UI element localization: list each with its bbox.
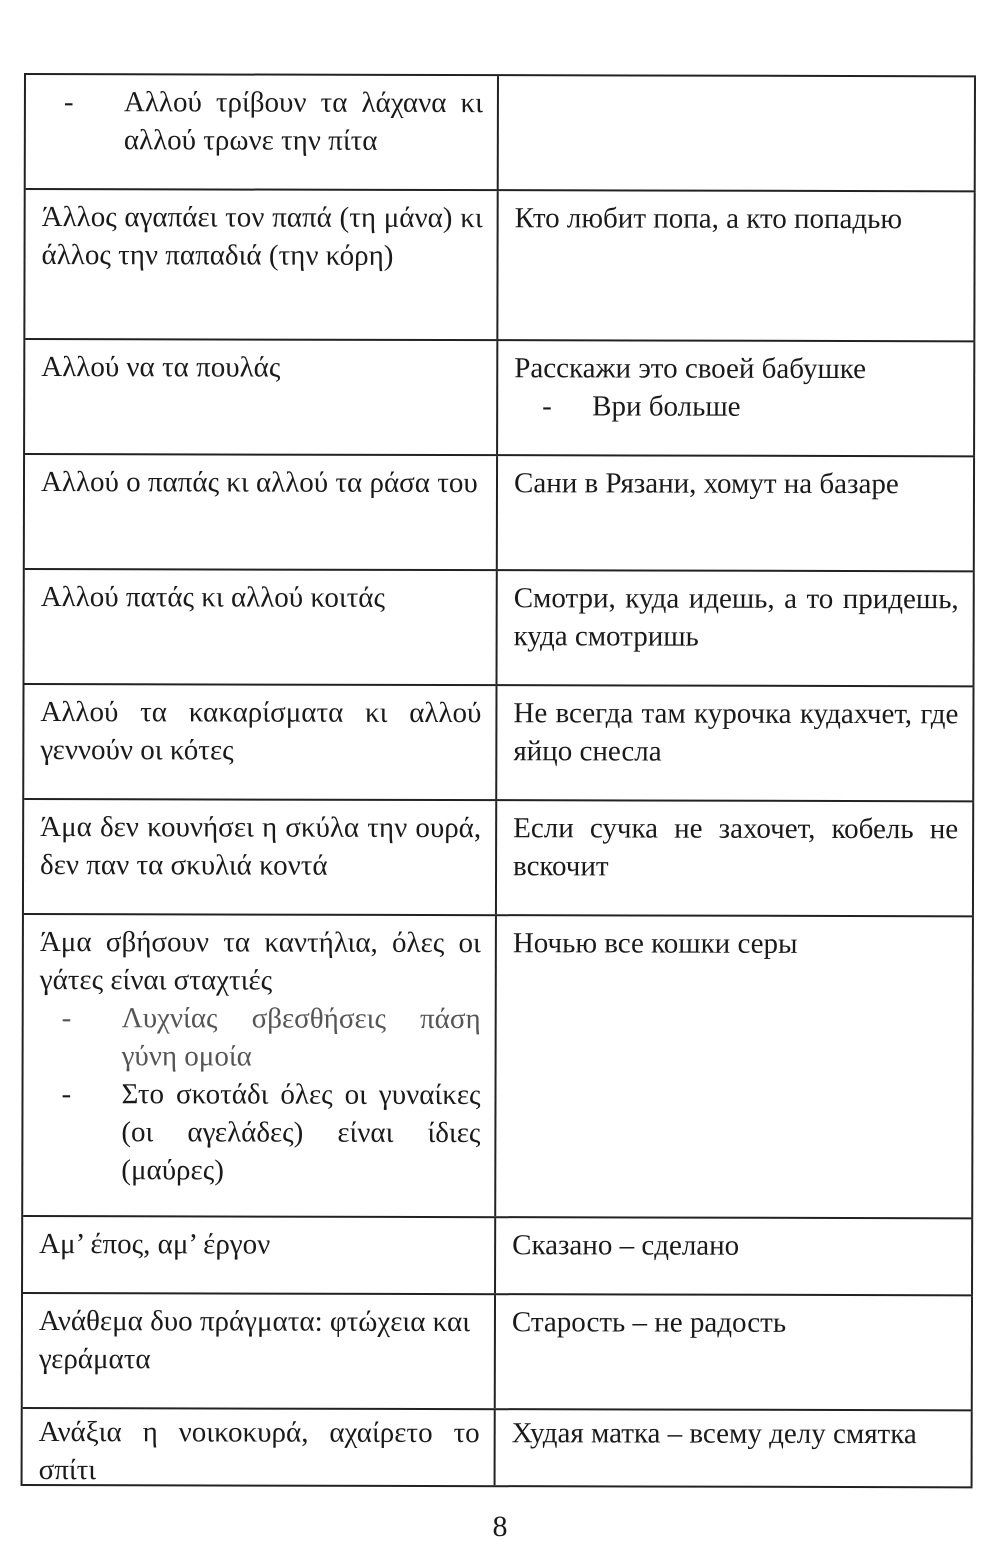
greek-cell: [26, 75, 499, 189]
greek-cell: [23, 1217, 496, 1293]
greek-proverb: Αλλού πατάς κι αλλού κοιτάς: [40, 581, 386, 614]
russian-proverb: Смотри, куда идешь, а то придешь, куда смотришь: [513, 582, 959, 653]
russian-variant: Ври больше: [592, 390, 741, 423]
russian-proverb: Сани в Рязани, хомут на базаре: [513, 467, 899, 501]
greek-cell: [25, 340, 498, 454]
table-row: [25, 455, 975, 572]
greek-proverb: Ανάθεμα δυο πράγματα: φτώχεια και γεράματα: [38, 1305, 471, 1376]
bullet-dash: -: [61, 1002, 72, 1035]
greek-cell: [23, 915, 497, 1216]
table-row: [25, 190, 975, 342]
table-row: [25, 340, 975, 457]
russian-cell: [496, 1410, 973, 1486]
russian-proverb: Худая матка – всему делу смятка: [511, 1417, 917, 1451]
table-row: [23, 1217, 973, 1296]
russian-cell: [496, 1295, 973, 1409]
russian-proverb: Сказано – сделано: [512, 1229, 740, 1262]
greek-cell: [23, 1294, 496, 1408]
bullet-dash: -: [63, 86, 74, 119]
russian-proverb: Расскажи это своей бабушке: [514, 352, 867, 386]
russian-cell: [498, 191, 975, 340]
russian-cell: [496, 1218, 973, 1294]
table-row: [25, 570, 975, 687]
bullet-dash: -: [61, 1078, 72, 1111]
russian-proverb: Не всегда там курочка кудахчет, где яйцо снесла: [513, 697, 959, 768]
table-row: [26, 75, 976, 192]
russian-cell: [498, 571, 975, 685]
greek-proverb: Αμ’ έπος, αμ’ έργον: [39, 1228, 271, 1261]
russian-cell: [498, 456, 975, 570]
russian-cell: [496, 916, 974, 1217]
bullet-item: [42, 83, 483, 160]
russian-cell: [497, 686, 974, 800]
russian-cell: [498, 341, 975, 455]
table-row: [23, 915, 974, 1219]
greek-variant: Λυχνίας σβεσθήσεις πάση γύνη ομοία: [121, 1002, 481, 1073]
russian-proverb: Ночью все кошки серы: [512, 927, 798, 960]
greek-proverb: Άμα δεν κουνήσει η σκύλα την ουρά, δεν παν τα σκυλιά κοντά: [40, 811, 482, 882]
table-row: [23, 1409, 973, 1488]
greek-cell: [23, 1409, 496, 1485]
bullet-item: [40, 999, 481, 1076]
greek-cell: [24, 685, 497, 799]
bullet-dash: -: [542, 390, 552, 423]
greek-proverb: Άλλος αγαπάει τον παπά (τη μάνα) κι άλλος την παπαδιά (την κόρη): [41, 201, 483, 272]
russian-proverb: Если сучка не захочет, кобель не вскочит: [513, 812, 959, 883]
page-number: 8: [492, 1510, 508, 1543]
greek-proverb: Αλλού να τα πουλάς: [41, 351, 281, 384]
greek-cell: [25, 190, 498, 339]
russian-cell: [497, 801, 974, 915]
russian-proverb: Старость – не радость: [511, 1306, 787, 1339]
table-row: [24, 800, 974, 917]
greek-variant: Στο σκοτάδι όλες οι γυναίκες (οι αγελάδες) είναι ίδιες (μαύρες): [121, 1078, 481, 1187]
greek-cell: [25, 455, 498, 569]
table-row: [23, 1294, 973, 1411]
table-row: [24, 685, 974, 802]
bullet-item: [514, 387, 959, 426]
greek-proverb: Αλλού τα κακαρίσματα κι αλλού γεννούν οι κότες: [40, 696, 482, 767]
russian-cell: [499, 76, 976, 190]
greek-cell: [24, 800, 497, 914]
bullet-item: [39, 1075, 480, 1190]
greek-cell: [25, 570, 498, 684]
greek-proverb: Άμα σβήσουν τα καντήλια, όλες οι γάτες είναι σταχτιές: [39, 926, 481, 997]
russian-proverb: Кто любит попа, а кто попадью: [514, 202, 903, 236]
greek-proverb: Ανάξια η νοικοκυρά, αχαίρετο το σπίτι: [38, 1416, 480, 1487]
greek-proverb: Αλλού τρίβουν τα λάχανα κι αλλού τρωνε την πίτα: [123, 86, 483, 157]
greek-proverb: Αλλού ο παπάς κι αλλού τα ράσα του: [40, 466, 478, 500]
proverbs-table: [21, 73, 976, 1488]
